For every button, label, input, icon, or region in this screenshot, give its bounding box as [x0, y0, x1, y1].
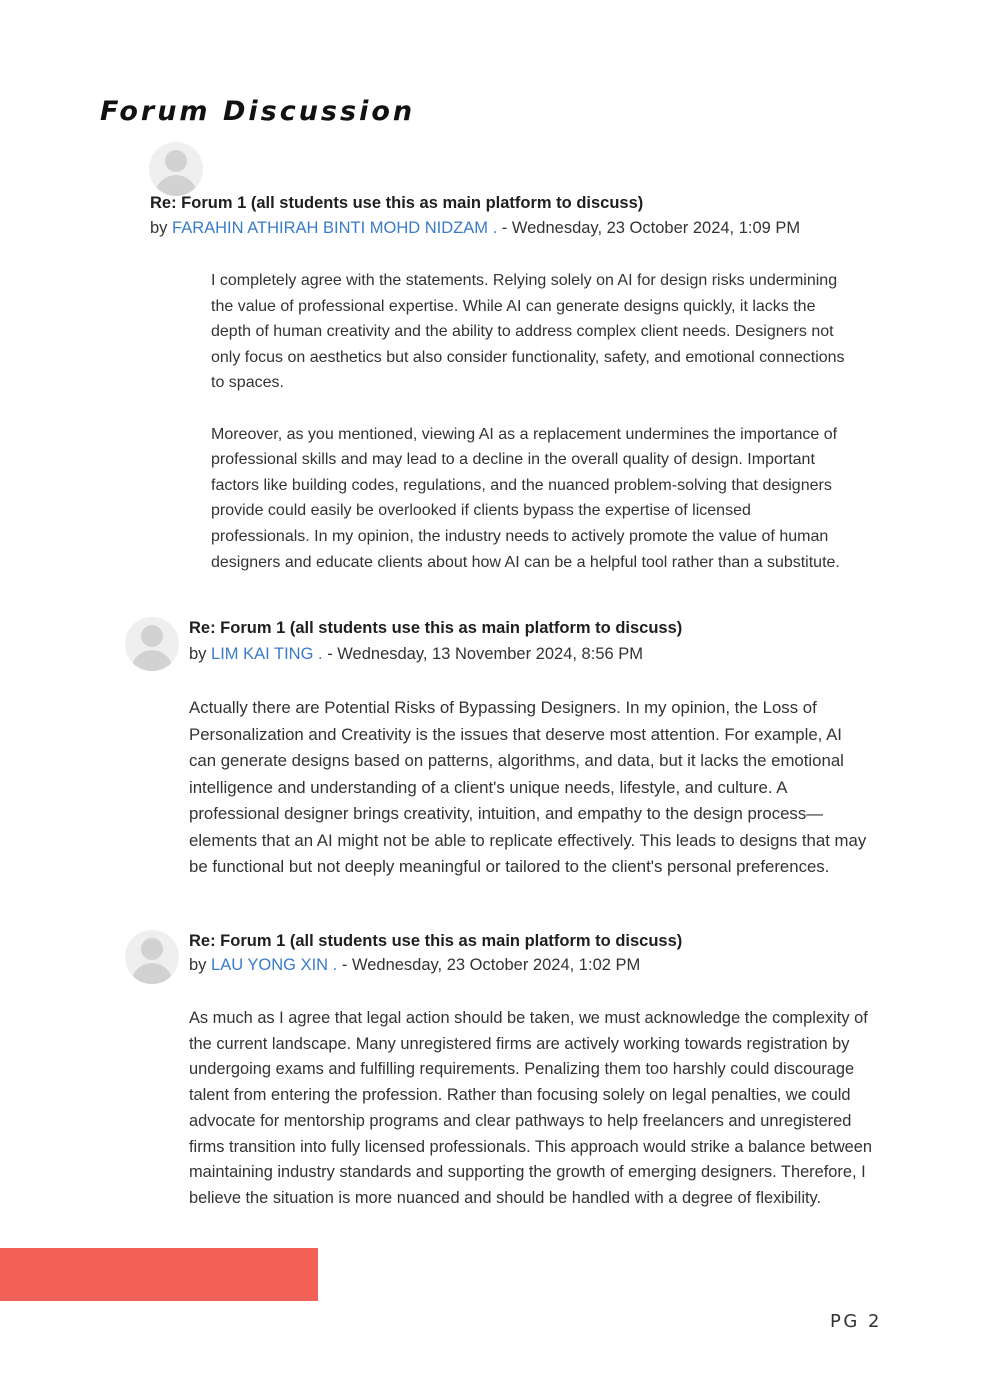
avatar-icon	[149, 142, 203, 196]
post-title[interactable]: Re: Forum 1 (all students use this as main platform to discuss)	[189, 619, 683, 637]
post-date: - Wednesday, 23 October 2024, 1:02 PM	[341, 956, 641, 974]
post-by-label: by	[189, 956, 207, 974]
page-number: PG 2	[830, 1311, 882, 1332]
post-date: - Wednesday, 13 November 2024, 8:56 PM	[327, 645, 643, 663]
post-paragraph: I completely agree with the statements. Relying solely on AI for design risks undermining the value of professional expertise. While AI can generate designs quickly, it lacks the depth of human creativity and the ability to address complex client needs. Designers not only focus on aesthetics but also consider functionality, safety, and emotional connections to spaces.	[211, 272, 845, 392]
accent-bar	[0, 1248, 318, 1301]
post-meta	[189, 645, 643, 664]
post-paragraph: Actually there are Potential Risks of Bypassing Designers. In my opinion, the Loss of Personalization and Creativity is the issues that deserve most attention. For example, AI can generate designs based on patterns, algorithms, and data, but it lacks the emotional intelligence and understanding of a client's unique needs, lifestyle, and culture. A professional designer brings creativity, intuition, and empathy to the design process—elements that an AI might not be able to replicate effectively. This leads to designs that may be functional but not deeply meaningful or tailored to the client's personal preferences.	[189, 698, 867, 876]
post-by-label: by	[189, 645, 207, 663]
post-body	[189, 1006, 874, 1212]
post-by-label: by	[150, 219, 168, 237]
avatar-icon	[125, 930, 179, 984]
post-meta	[150, 219, 800, 238]
post-body	[211, 268, 851, 575]
avatar-icon	[125, 617, 179, 671]
post-title[interactable]: Re: Forum 1 (all students use this as main platform to discuss)	[150, 194, 644, 212]
post-paragraph: As much as I agree that legal action should be taken, we must acknowledge the complexity of the current landscape. Many unregistered firms are actively working towards registration by undergoing exams and fulfilling requirements. Penalizing them too harshly could discourage talent from entering the profession. Rather than focusing solely on legal penalties, we could advocate for mentorship programs and clear pathways to help freelancers and unregistered firms transition into fully licensed professionals. This approach would strike a balance between maintaining industry standards and supporting the growth of emerging designers. Therefore, I believe the situation is more nuanced and should be handled with a degree of flexibility.	[189, 1009, 872, 1207]
post-body	[189, 695, 869, 881]
post-author-link[interactable]: LAU YONG XIN .	[211, 956, 338, 974]
post-date: - Wednesday, 23 October 2024, 1:09 PM	[501, 219, 801, 237]
page-heading: Forum Discussion	[100, 96, 416, 127]
post-title[interactable]: Re: Forum 1 (all students use this as main platform to discuss)	[189, 932, 683, 950]
post-author-link[interactable]: LIM KAI TING .	[211, 645, 323, 663]
post-author-link[interactable]: FARAHIN ATHIRAH BINTI MOHD NIDZAM .	[172, 219, 498, 237]
post-paragraph: Moreover, as you mentioned, viewing AI as a replacement undermines the importance of professional skills and may lead to a decline in the overall quality of design. Important factors like building codes, regulations, and the nuanced problem-solving that designers provide could easily be overlooked if clients bypass the expertise of licensed professionals. In my opinion, the industry needs to actively promote the value of human designers and educate clients about how AI can be a helpful tool rather than a substitute.	[211, 425, 840, 571]
post-meta	[189, 956, 640, 975]
